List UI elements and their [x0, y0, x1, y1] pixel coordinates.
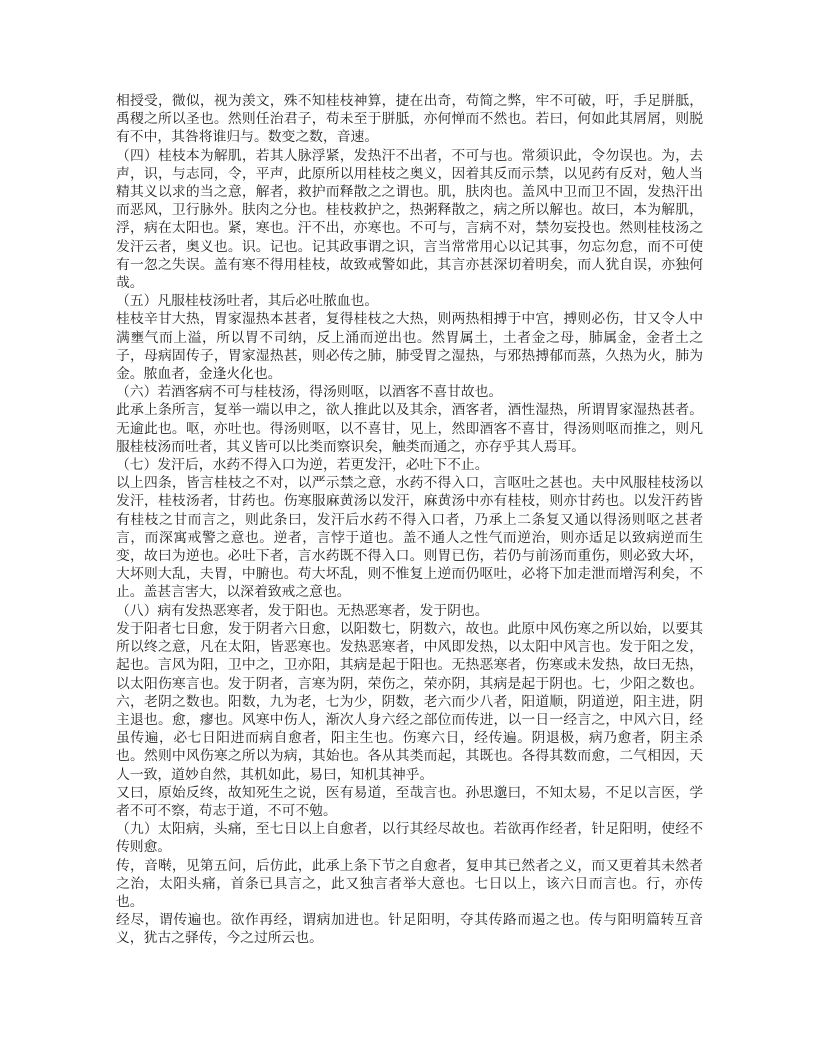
- text-block: [116, 92, 703, 948]
- paragraph-4: 桂枝辛甘大热，胃家湿热本甚者，复得桂枝之大热，则两热相搏于中宫，搏则必伤，甘又令人中满壅气而上溢，所以胃不司纳，反上涌而逆出也。然胃属土，土者金之母，肺属金，金者土之子，母病固传子，胃家湿热甚，则必传之肺，肺受胃之湿热，与邪热搏郁而蒸，久热为火，肺为金。脓血者，金逢火化也。: [116, 311, 703, 382]
- paragraph-7: （七）发汗后，水药不得入口为逆，若更发汗，必吐下不止。: [116, 457, 489, 473]
- paragraph-8: 以上四条，皆言桂枝之不对，以严示禁之意，水药不得入口，言呕吐之甚也。夫中风服桂枝汤以发汗，桂枝汤者，甘药也。伤寒服麻黄汤以发汗，麻黄汤中亦有桂枝，则亦甘药也。以发汗药皆有桂枝之甘而言之，则此条曰，发汗后水药不得入口者，乃承上二条复又通以得汤则呕之甚者言，而深寓戒警之意也。逆者，言悖于道也。盖不通人之性气而逆治，则亦适足以致病逆而生变，故曰为逆也。必吐下者，言水药既不得入口。则胃已伤，若仍与前汤而重伤，则必致大坏，大坏则大乱，夫胃，中腑也。苟大坏乱，则不惟复上逆而仍呕吐，必将下加走泄而增泻利矣，不止。盖甚言害大，以深着致戒之意也。: [116, 475, 703, 600]
- paragraph-10: 发于阳者七日愈，发于阴者六日愈，以阳数七，阴数六，故也。此原中风伤寒之所以始，以要其所以终之意，凡在太阳，皆恶寒也。发热恶寒者，中风即发热，以太阳中风言也。发于阳之发，起也。言风为阳，卫中之，卫亦阳，其病是起于阳也。无热恶寒者，伤寒或未发热，故曰无热，以太阳伤寒言也。发于阴者，言寒为阴，荣伤之，荣亦阴，其病是起于阴也。七，少阳之数也。六，老阴之数也。阳数，九为老，七为少，阴数，老六而少八者，阳道顺，阴道逆，阳主进，阴主退也。愈，瘳也。风寒中伤人，渐次人身六经之部位而传进，以一日一经言之，中风六日，经虽传遍，必七日阳进而病自愈者，阳主生也。伤寒六日，经传遍。阴退极，病乃愈者，阴主杀也。然则中风伤寒之所以为病，其始也。各从其类而起，其既也。各得其数而愈，二气相因，天人一致，道妙自然，其机如此，易曰，知机其神乎。: [116, 620, 703, 782]
- paragraph-1: 相授受，微似，视为羡文，殊不知桂枝神算，捷在出奇，苟简之弊，牢不可破，吁，手足胼胝，禹稷之所以圣也。然则任治君子，苟未至于胼胝，亦何惮而不然也。若曰，何如此其屑屑，则脱有不中，其咎将谁归与。数变之数，音速。: [116, 93, 703, 145]
- paragraph-5: （六）若酒客病不可与桂枝汤，得汤则呕，以酒客不喜甘故也。: [116, 384, 503, 400]
- paragraph-6: 此承上条所言，复举一端以申之，欲人推此以及其余，酒客者，酒性湿热，所谓胃家湿热甚者。无逾此也。呕，亦吐也。得汤则呕，以不喜甘，见上，然即酒客不喜甘，得汤则呕而推之，则凡服桂枝汤而吐者，其义皆可以比类而察识矣，触类而通之，亦存乎其人焉耳。: [116, 402, 703, 454]
- paragraph-13: 传，音啭，见第五问，后仿此，此承上条下节之自愈者，复申其已然者之义，而又更着其未然者之治，太阳头痛，首条已具言之，此又独言者举大意也。七日以上，该六日而言也。行，亦传也。: [116, 857, 703, 909]
- paragraph-14: 经尽，谓传遍也。欲作再经，谓病加进也。针足阳明，夺其传路而遏之也。传与阳明篇转互音义，犹古之驿传，今之过所云也。: [116, 912, 703, 946]
- paragraph-9: （八）病有发热恶寒者，发于阳也。无热恶寒者，发于阴也。: [116, 602, 489, 618]
- paragraph-12: （九）太阳病，头痛，至七日以上自愈者，以行其经尽故也。若欲再作经者，针足阳明，使经不传则愈。: [116, 821, 703, 855]
- paragraph-11: 又曰，原始反终，故知死生之说，医有易道，至哉言也。孙思邈曰，不知太易，不足以言医，学者不可不察，苟志于道，不可不勉。: [116, 784, 703, 818]
- paragraph-2: （四）桂枝本为解肌，若其人脉浮紧，发热汗不出者，不可与也。常须识此，令勿误也。为，去声，识，与志同，令，平声，此原所以用桂枝之奥义，因着其反而示禁，以见药有反对，勉人当精其义以求的当之意，解者，救护而释散之之谓也。肌，肤肉也。盖风中卫而卫不固，发热汗出而恶风，卫行脉外。肤肉之分也。桂枝救护之，热粥释散之，病之所以解也。故曰，本为解肌，浮，病在太阳也。紧，寒也。汗不出，亦寒也。不可与，言病不对，禁勿妄投也。然则桂枝汤之发汗云者，奥义也。识。记也。记其政事谓之识，言当常常用心以记其事，勿忘勿怠，而不可使有一忽之失误。盖有寒不得用桂枝，故致戒警如此，其言亦甚深切着明矣，而人犹自误，亦独何哉。: [116, 147, 703, 291]
- paragraph-3: （五）凡服桂枝汤吐者，其后必吐脓血也。: [116, 293, 379, 309]
